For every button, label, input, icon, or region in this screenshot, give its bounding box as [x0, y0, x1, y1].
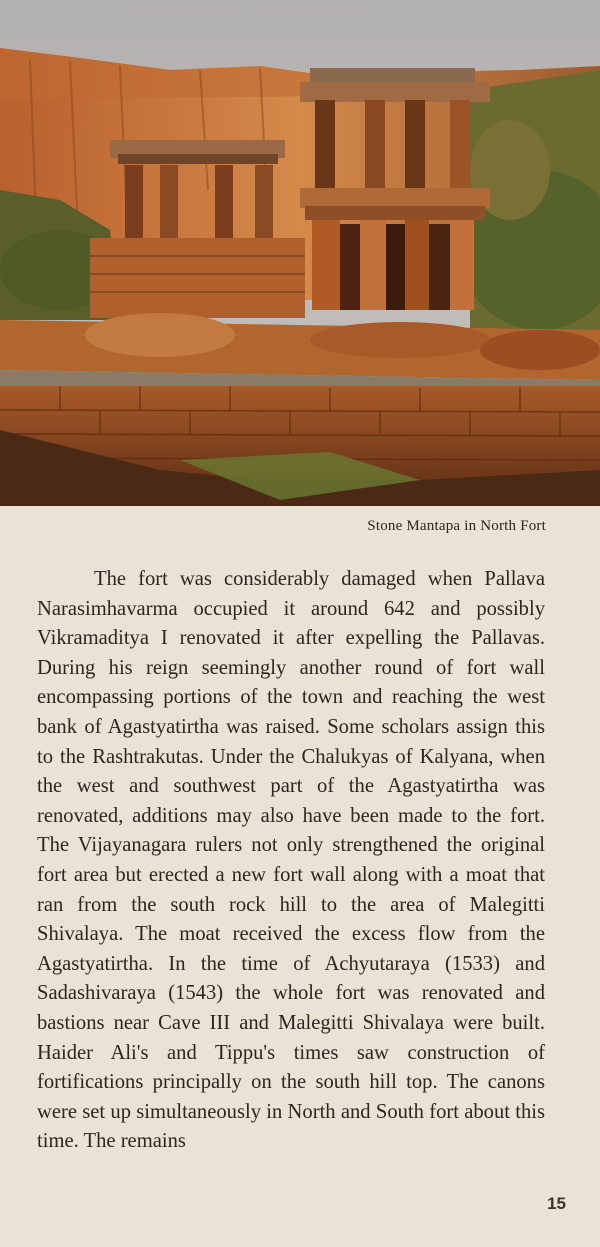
- page-number: 15: [547, 1194, 566, 1213]
- body-paragraph: The fort was considerably damaged when Pallava Narasimhavarma occupied it around 642 and possibly Vikramaditya I renovated it after expelling the Pallavas. During his reign seemingly another round of fort wall encompassing portions of the town and reaching the west bank of Agastyatirtha was raised. Some scholars assign this to the Rashtrakutas. Under the Chalukyas of Kalyana, when the west and southwest part of the Agastyatirtha was renovated, additions may also have been made to the fort. The Vijayanagara rulers not only strengthened the original fort area but erected a new fort wall along with a moat that ran from the south rock hill to the area of Malegitti Shivalaya. The moat received the excess flow from the Agastyatirtha. In the time of Achyutaraya (1533) and Sadashivaraya (1543) the whole fort was renovated and bastions near Cave III and Malegitti Shivalaya were built. Haider Ali's and Tippu's times saw construction of fortifications principally on the south hill top. The canons were set up simultaneously in North and South fort about this time. The remains: [37, 568, 545, 1153]
- stone-mantapa-photo: [0, 0, 600, 506]
- photo-caption: Stone Mantapa in North Fort: [367, 518, 546, 534]
